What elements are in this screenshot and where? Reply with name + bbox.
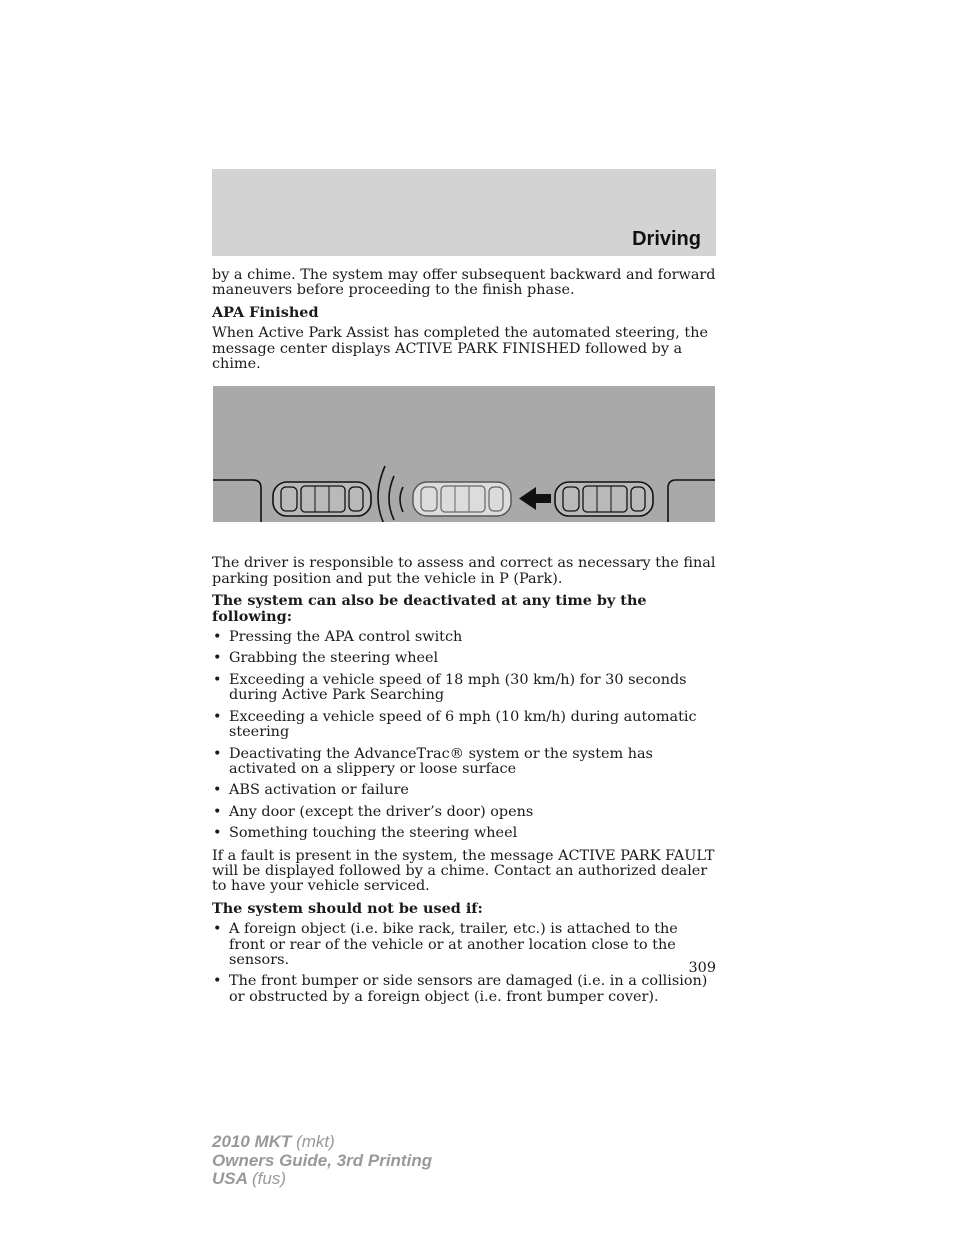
paragraph-continuation: by a chime. The system may offer subsequent backward and forward maneuvers before proceeding to the finish phase. — [212, 267, 716, 299]
heading-apa-finished: APA Finished — [212, 303, 319, 321]
parking-diagram-svg — [213, 386, 715, 522]
list-item: • Something touching the steering wheel — [213, 825, 518, 842]
bullet-icon: • — [213, 671, 222, 688]
page-number: 309 — [688, 960, 716, 976]
bullet-icon: • — [213, 825, 222, 842]
curb-left — [213, 480, 261, 522]
footer-line-model: 2010 MKT (mkt) — [212, 1132, 335, 1151]
curb-right — [668, 480, 715, 522]
list-item: • Deactivating the AdvanceTrac® system or the system has activated on a slippery or loose surface — [213, 745, 653, 777]
list-item: • Exceeding a vehicle speed of 6 mph (10 km/h) during automatic steering — [213, 708, 697, 741]
paragraph-driver-responsibility: The driver is responsible to assess and correct as necessary the final parking position and put the vehicle in P (Park). — [212, 555, 716, 587]
document-footer — [212, 1133, 432, 1189]
sensor-chime-waves-icon — [378, 466, 403, 522]
parked-car-rear-icon — [273, 482, 371, 516]
heading-not-used: The system should not be used if: — [212, 899, 483, 917]
bullet-icon: • — [213, 629, 222, 646]
reverse-direction-arrow-icon — [519, 487, 551, 510]
footer-line-guide: Owners Guide, 3rd Printing — [212, 1150, 433, 1170]
list-item: • Any door (except the driver’s door) opens — [213, 803, 534, 820]
page-content — [212, 268, 716, 1012]
heading-deactivation: The system can also be deactivated at any time by the following: — [212, 592, 647, 625]
section-title: Driving — [632, 228, 701, 250]
list-item: • ABS activation or failure — [213, 782, 409, 799]
bullet-icon: • — [213, 708, 222, 725]
paragraph-fault: If a fault is present in the system, the message ACTIVE PARK FAULT will be displayed followed by a chime. Contact an authorized dealer to have your vehicle serviced. — [212, 847, 715, 895]
list-item: • Exceeding a vehicle speed of 18 mph (30 km/h) for 30 seconds during Active Park Searching — [213, 671, 687, 704]
footer-line-region: USA (fus) — [212, 1169, 286, 1188]
bullet-icon: • — [213, 745, 222, 762]
parked-car-front-icon — [555, 482, 653, 516]
list-item: • A foreign object (i.e. bike rack, trailer, etc.) is attached to the front or rear of the vehicle or at another location close to the sensors. — [213, 921, 678, 968]
bullet-icon: • — [213, 973, 222, 990]
bullet-icon: • — [213, 782, 222, 799]
deactivation-list — [212, 630, 716, 841]
bullet-icon: • — [213, 921, 222, 938]
section-header-band — [212, 169, 716, 256]
paragraph-apa-finished: When Active Park Assist has completed the automated steering, the message center displays ACTIVE PARK FINISHED followed by a chime. — [212, 325, 708, 373]
list-item: • The front bumper or side sensors are damaged (i.e. in a collision) or obstructed by a foreign object (i.e. front bumper cover). — [213, 973, 708, 1005]
list-item: • Pressing the APA control switch — [213, 629, 463, 646]
list-item: • Grabbing the steering wheel — [213, 650, 439, 667]
parking-illustration — [213, 386, 715, 522]
bullet-icon: • — [213, 803, 222, 820]
own-vehicle-icon — [413, 482, 511, 516]
bullet-icon: • — [213, 650, 222, 667]
